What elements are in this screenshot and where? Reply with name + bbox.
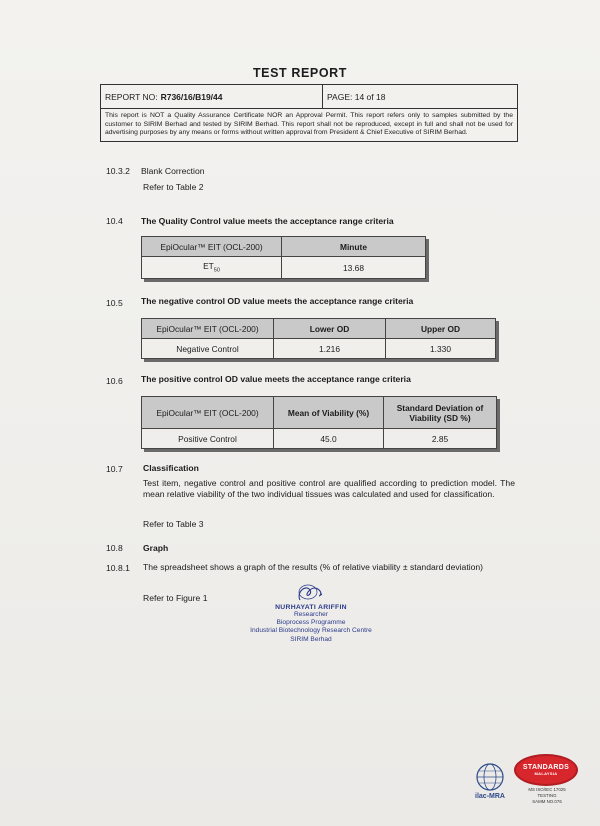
globe-icon	[472, 762, 508, 792]
signatory-role: Researcher	[293, 611, 329, 618]
signatory-name: NURHAYATI ARIFFIN	[275, 604, 347, 611]
section-title-positive-control: The positive control OD value meets the acceptance range criteria	[141, 374, 411, 384]
standards-malaysia-logo: STANDARDS MALAYSIA MS ISO/IEC 17025 TESTING SAMM NO.076	[514, 754, 580, 805]
table-cell: 13.68	[282, 257, 426, 279]
positive-control-table	[141, 396, 497, 449]
reference-figure-1: Refer to Figure 1	[143, 593, 208, 603]
ilac-mra-logo: ilac-MRA	[470, 762, 510, 800]
quality-control-table	[141, 236, 426, 279]
table-cell: 1.216	[274, 339, 386, 359]
graph-paragraph: The spreadsheet shows a graph of the results (% of relative viability ± standard deviation)	[143, 562, 484, 572]
signature-scrawl	[236, 582, 386, 604]
table-header: Upper OD	[386, 319, 496, 339]
table-header: Lower OD	[274, 319, 386, 339]
section-title-graph: Graph	[143, 543, 169, 553]
signature-block	[236, 582, 386, 644]
reference-table-3: Refer to Table 3	[143, 519, 204, 529]
table-cell: 1.330	[386, 339, 496, 359]
table-header: Mean of Viability (%)	[274, 397, 384, 429]
table-header: Standard Deviation of Viability (SD %)	[384, 397, 497, 429]
reference-table-2: Refer to Table 2	[143, 182, 204, 192]
section-title-quality-control: The Quality Control value meets the acceptance range criteria	[141, 216, 394, 226]
signatory-organisation: SIRIM Berhad	[290, 635, 332, 643]
table-header: Minute	[282, 237, 426, 257]
section-title-classification: Classification	[143, 463, 199, 473]
section-number: 10.3.2	[106, 166, 130, 176]
section-number: 10.5	[106, 298, 123, 308]
report-number-value: R736/16/B19/44	[160, 91, 223, 102]
report-header-box	[100, 84, 518, 142]
table-header: EpiOcular™ EIT (OCL-200)	[142, 397, 274, 429]
section-number: 10.8	[106, 543, 123, 553]
table-cell: 45.0	[274, 429, 384, 449]
disclaimer-note: This report is NOT a Quality Assurance Certificate NOR an Approval Permit. This report refers only to samples submitted by the customer to SIRIM Berhad and tested by SIRIM Berhad. This report shall not be reproduced, except in full and shall not be used for advertising purposes by any means or forms without written approval from President & Chief Executive of SIRIM Berhad.	[105, 112, 513, 137]
classification-paragraph: Test item, negative control and positive control are qualified according to prediction model. The mean relative viability of the two individual tissues was calculated and used for classification.	[143, 478, 515, 500]
table-header: EpiOcular™ EIT (OCL-200)	[142, 319, 274, 339]
section-number: 10.6	[106, 376, 123, 386]
table-cell: $ET_{50}$	[142, 257, 282, 279]
negative-control-table	[141, 318, 496, 359]
table-cell: 2.85	[384, 429, 497, 449]
page-indicator: PAGE: 14 of 18	[327, 91, 386, 102]
signatory-centre: Industrial Biotechnology Research Centre	[250, 627, 372, 635]
section-title-blank-correction: Blank Correction	[141, 166, 205, 176]
page-title: TEST REPORT	[252, 66, 348, 80]
section-number: 10.4	[106, 216, 123, 226]
table-cell: Negative Control	[142, 339, 274, 359]
table-header: EpiOcular™ EIT (OCL-200)	[142, 237, 282, 257]
signatory-programme: Bioprocess Programme	[276, 619, 346, 627]
table-cell: Positive Control	[142, 429, 274, 449]
section-title-negative-control: The negative control OD value meets the acceptance range criteria	[141, 296, 414, 306]
report-number: REPORT NO: R736/16/B19/44	[101, 85, 323, 108]
section-number: 10.8.1	[106, 563, 130, 573]
section-number: 10.7	[106, 464, 123, 474]
